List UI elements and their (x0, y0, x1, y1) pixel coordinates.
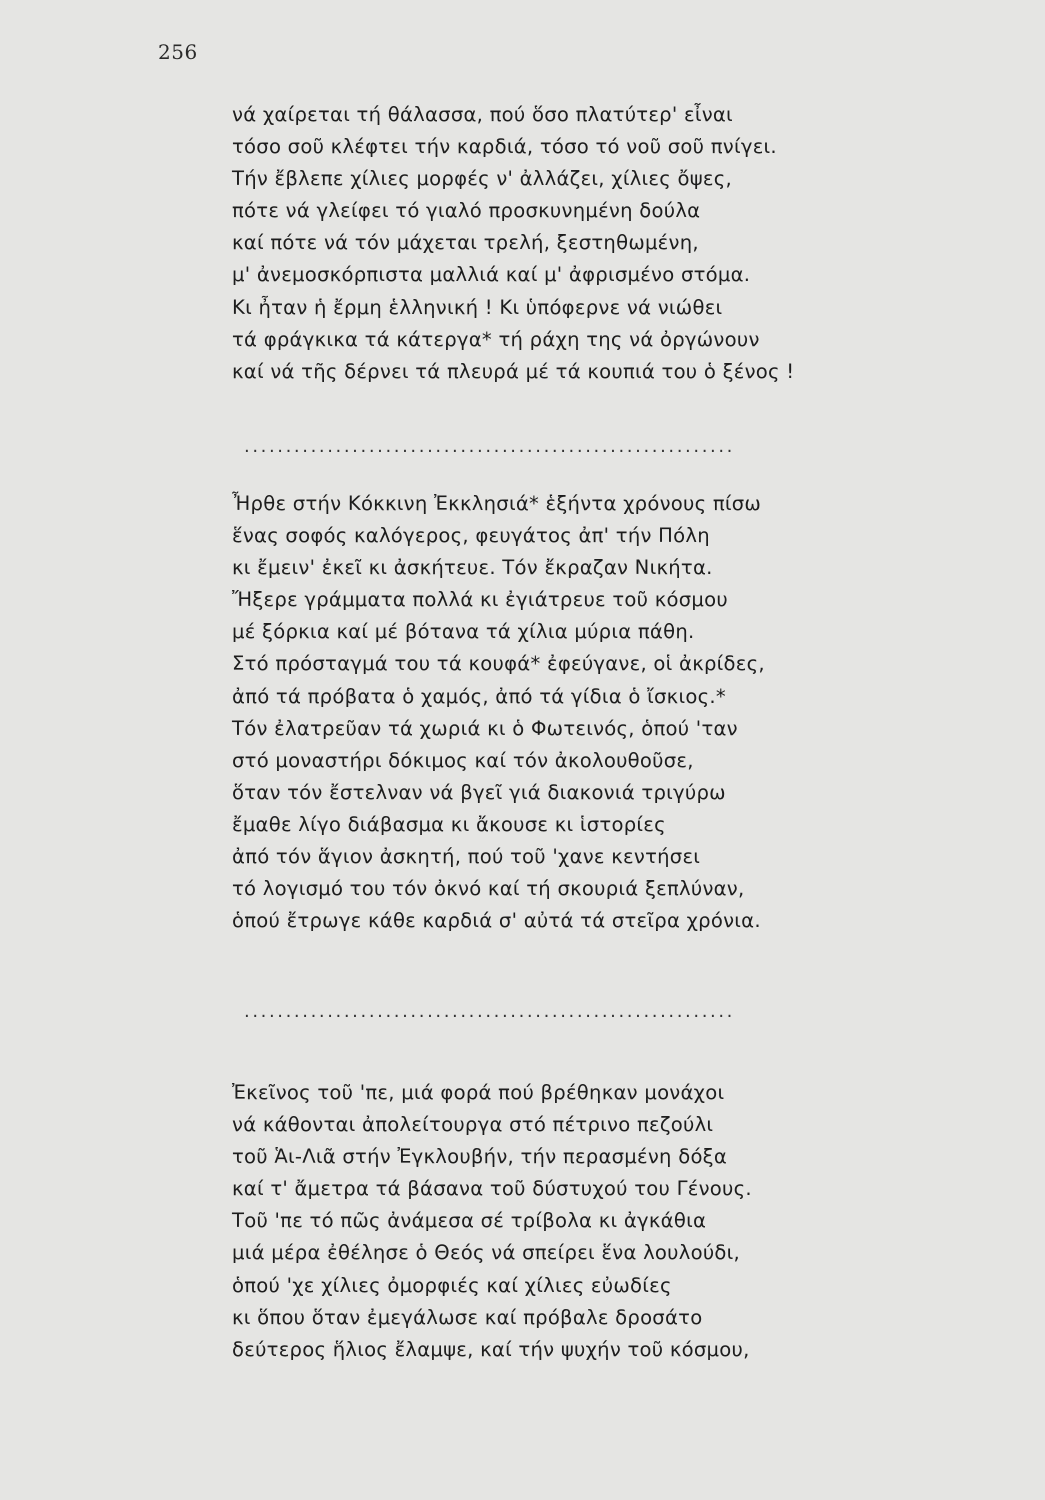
verse-line: Στό πρόσταγμά του τά κουφά* ἐφεύγανε, οἱ ἀκρίδες, (232, 652, 765, 676)
verse-line: τό λογισμό του τόν ὀκνό καί τή σκουριά ξεπλύναν, (232, 877, 745, 901)
verse-line: νά χαίρεται τή θάλασσα, πού ὅσο πλατύτερ' εἶναι (232, 103, 733, 126)
verse-line: τόσο σοῦ κλέφτει τήν καρδιά, τόσο τό νοῦ σοῦ πνίγει. (232, 135, 777, 159)
verse-line: κι ἔμειν' ἐκεῖ κι ἀσκήτευε. Τόν ἔκραζαν Νικήτα. (232, 556, 713, 580)
verse-line: μιά μέρα ἐθέλησε ὁ Θεός νά σπείρει ἕνα λουλούδι, (232, 1241, 741, 1265)
verse-line: στό μοναστήρι δόκιμος καί τόν ἀκολουθοῦσε, (232, 748, 694, 772)
verse-line: Ἦρθε στήν Κόκκινη Ἐκκλησιά* ἑξήντα χρόνους πίσω (232, 492, 762, 515)
verse-line: μ' ἀνεμοσκόρπιστα μαλλιά καί μ' ἀφρισμένο στόμα. (232, 263, 751, 287)
verse-line: ὅταν τόν ἔστελναν νά βγεῖ γιά διακονιά τριγύρω (232, 780, 726, 804)
verse-line: ὁπού 'χε χίλιες ὀμορφιές καί χίλιες εὐωδίες (232, 1273, 672, 1297)
stanza-2 (232, 488, 952, 937)
verse-line: νά κάθονται ἀπολείτουργα στό πέτρινο πεζούλι (232, 1113, 714, 1137)
verse-line: Ἤξερε γράμματα πολλά κι ἐγιάτρευε τοῦ κόσμου (232, 588, 728, 612)
verse-line: ἀπό τά πρόβατα ὁ χαμός, ἀπό τά γίδια ὁ ἴσκιος.* (232, 684, 726, 708)
section-separator: ........................................................... (244, 436, 735, 457)
page-number: 256 (158, 40, 198, 64)
verse-line: Τήν ἔβλεπε χίλιες μορφές ν' ἀλλάζει, χίλιες ὄψες, (232, 167, 732, 191)
stanza-1 (232, 99, 952, 388)
verse-line: τοῦ Ἁι-Λιᾶ στήν Ἐγκλουβήν, τήν περασμένη δόξα (232, 1145, 728, 1169)
verse-line: Ἐκεῖνος τοῦ 'πε, μιά φορά πού βρέθηκαν μονάχοι (232, 1081, 725, 1104)
verse-line: καί τ' ἄμετρα τά βάσανα τοῦ δύστυχού του Γένους. (232, 1177, 752, 1201)
verse-line: μέ ξόρκια καί μέ βότανα τά χίλια μύρια πάθη. (232, 620, 695, 644)
verse-line: Τοῦ 'πε τό πῶς ἀνάμεσα σέ τρίβολα κι ἀγκάθια (232, 1209, 707, 1233)
verse-line: δεύτερος ἥλιος ἔλαμψε, καί τήν ψυχήν τοῦ κόσμου, (232, 1337, 750, 1361)
verse-line: ἕνας σοφός καλόγερος, φευγάτος ἀπ' τήν Πόλη (232, 524, 710, 548)
verse-line: ἀπό τόν ἅγιον ἀσκητή, πού τοῦ 'χανε κεντήσει (232, 845, 701, 869)
verse-line: πότε νά γλείφει τό γιαλό προσκυνημένη δούλα (232, 199, 701, 223)
verse-line: Τόν ἐλατρεῦαν τά χωριά κι ὁ Φωτεινός, ὁπού 'ταν (232, 716, 738, 740)
verse-line: Κι ἦταν ἡ ἔρμη ἑλληνική ! Κι ὑπόφερνε νά νιώθει (232, 295, 723, 319)
verse-line: ἔμαθε λίγο διάβασμα κι ἄκουσε κι ἱστορίες (232, 812, 666, 836)
stanza-3 (232, 1077, 952, 1366)
verse-line: κι ὅπου ὅταν ἐμεγάλωσε καί πρόβαλε δροσάτο (232, 1305, 703, 1329)
section-separator: ........................................................... (244, 1001, 735, 1022)
verse-line: τά φράγκικα τά κάτεργα* τή ράχη της νά ὀργώνουν (232, 327, 760, 351)
verse-line: καί πότε νά τόν μάχεται τρελή, ξεστηθωμένη, (232, 231, 699, 255)
verse-line: ὁπού ἔτρωγε κάθε καρδιά σ' αὐτά τά στεῖρα χρόνια. (232, 909, 761, 933)
verse-line: καί νά τῆς δέρνει τά πλευρά μέ τά κουπιά του ὁ ξένος ! (232, 359, 795, 383)
